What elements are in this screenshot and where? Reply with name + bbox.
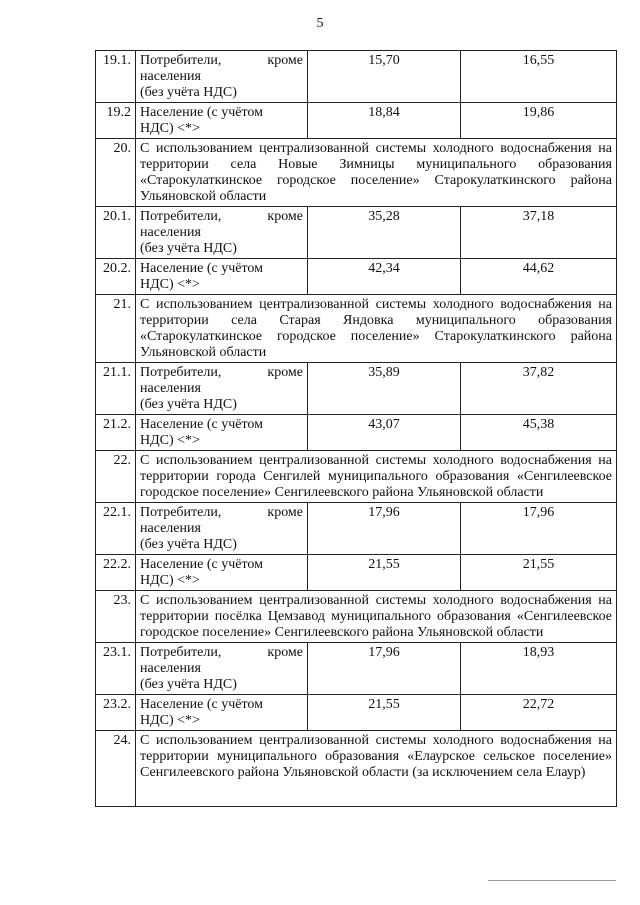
tariff-value-period-2: 17,96 bbox=[461, 503, 617, 555]
tariff-row bbox=[96, 415, 617, 451]
section-description: С использованием централизованной системы холодного водоснабжения на территории города Сенгилей муниципального образования «Сенгилеевское городское поселение» Сенгилеевского района Ульяновской области bbox=[136, 451, 617, 503]
section-row bbox=[96, 591, 617, 643]
tariff-value-period-1: 15,70 bbox=[308, 51, 461, 103]
tariff-row bbox=[96, 207, 617, 259]
section-description: С использованием централизованной системы холодного водоснабжения на территории села Новые Зимницы муниципального образования «Старокулаткинское городское поселение» Старокулаткинского района Ульяновской области bbox=[136, 139, 617, 207]
tariff-row bbox=[96, 555, 617, 591]
row-number: 24. bbox=[96, 731, 136, 807]
row-number: 22.2. bbox=[96, 555, 136, 591]
consumer-text: Население (с учётом НДС) <*> bbox=[140, 557, 263, 588]
row-number: 20. bbox=[96, 139, 136, 207]
row-number: 23. bbox=[96, 591, 136, 643]
tariff-row bbox=[96, 503, 617, 555]
page-number: 5 bbox=[316, 16, 324, 31]
consumer-word-1: Потребители, bbox=[140, 505, 222, 520]
tariff-row bbox=[96, 695, 617, 731]
tariff-row bbox=[96, 643, 617, 695]
tariff-value-period-1: 43,07 bbox=[308, 415, 461, 451]
consumer-category bbox=[136, 207, 308, 259]
consumer-word-2: кроме bbox=[267, 53, 303, 68]
row-number: 21.2. bbox=[96, 415, 136, 451]
consumer-category bbox=[136, 643, 308, 695]
consumer-category bbox=[136, 259, 308, 295]
section-row bbox=[96, 451, 617, 503]
consumer-category bbox=[136, 363, 308, 415]
tariff-value-period-1: 17,96 bbox=[308, 643, 461, 695]
consumer-word-1: Потребители, bbox=[140, 209, 222, 224]
consumer-word-2: кроме bbox=[267, 365, 303, 380]
consumer-text: населения (без учёта НДС) bbox=[140, 69, 237, 100]
row-number: 22. bbox=[96, 451, 136, 503]
consumer-word-1: Потребители, bbox=[140, 53, 222, 68]
consumer-word-1: Потребители, bbox=[140, 645, 222, 660]
tariff-value-period-2: 37,18 bbox=[461, 207, 617, 259]
tariff-table-body bbox=[96, 51, 617, 807]
row-number: 21. bbox=[96, 295, 136, 363]
consumer-category bbox=[136, 695, 308, 731]
section-description: С использованием централизованной системы холодного водоснабжения на территории муниципального образования «Елаурское сельское поселение» Сенгилеевского района Ульяновской области (за исключением села Елаур) bbox=[136, 731, 617, 807]
tariff-row bbox=[96, 259, 617, 295]
consumer-text: Население (с учётом НДС) <*> bbox=[140, 105, 263, 136]
tariff-value-period-1: 35,28 bbox=[308, 207, 461, 259]
consumer-word-2: кроме bbox=[267, 645, 303, 660]
row-number: 23.1. bbox=[96, 643, 136, 695]
tariff-value-period-2: 16,55 bbox=[461, 51, 617, 103]
consumer-word-2: кроме bbox=[267, 505, 303, 520]
tariff-value-period-2: 22,72 bbox=[461, 695, 617, 731]
consumer-text: населения (без учёта НДС) bbox=[140, 521, 237, 552]
row-number: 21.1. bbox=[96, 363, 136, 415]
consumer-category bbox=[136, 51, 308, 103]
consumer-category bbox=[136, 503, 308, 555]
tariff-value-period-2: 44,62 bbox=[461, 259, 617, 295]
tariff-value-period-2: 19,86 bbox=[461, 103, 617, 139]
tariff-row bbox=[96, 363, 617, 415]
tariff-value-period-1: 42,34 bbox=[308, 259, 461, 295]
tariff-value-period-1: 18,84 bbox=[308, 103, 461, 139]
section-row bbox=[96, 139, 617, 207]
tariff-value-period-2: 37,82 bbox=[461, 363, 617, 415]
tariff-value-period-2: 18,93 bbox=[461, 643, 617, 695]
consumer-text: населения (без учёта НДС) bbox=[140, 661, 237, 692]
row-number: 20.2. bbox=[96, 259, 136, 295]
consumer-category bbox=[136, 415, 308, 451]
consumer-category bbox=[136, 555, 308, 591]
consumer-text: населения (без учёта НДС) bbox=[140, 381, 237, 412]
section-description: С использованием централизованной системы холодного водоснабжения на территории села Старая Яндовка муниципального образования «Старокулаткинское городское поселение» Старокулаткинского района Ульяновской области bbox=[136, 295, 617, 363]
row-number: 19.1. bbox=[96, 51, 136, 103]
section-description: С использованием централизованной системы холодного водоснабжения на территории посёлка Цемзавод муниципального образования «Сенгилеевское городское поселение» Сенгилеевского района Ульяновской области bbox=[136, 591, 617, 643]
tariff-value-period-2: 21,55 bbox=[461, 555, 617, 591]
consumer-text: Население (с учётом НДС) <*> bbox=[140, 261, 263, 292]
consumer-category bbox=[136, 103, 308, 139]
consumer-text: Население (с учётом НДС) <*> bbox=[140, 697, 263, 728]
tariff-value-period-1: 35,89 bbox=[308, 363, 461, 415]
tariff-row bbox=[96, 51, 617, 103]
consumer-text: населения (без учёта НДС) bbox=[140, 225, 237, 256]
consumer-word-2: кроме bbox=[267, 209, 303, 224]
row-number: 19.2 bbox=[96, 103, 136, 139]
tariff-value-period-1: 21,55 bbox=[308, 555, 461, 591]
tariff-table bbox=[95, 50, 617, 807]
consumer-text: Население (с учётом НДС) <*> bbox=[140, 417, 263, 448]
row-number: 23.2. bbox=[96, 695, 136, 731]
tariff-row bbox=[96, 103, 617, 139]
row-number: 20.1. bbox=[96, 207, 136, 259]
consumer-word-1: Потребители, bbox=[140, 365, 222, 380]
tariff-value-period-1: 17,96 bbox=[308, 503, 461, 555]
tariff-value-period-1: 21,55 bbox=[308, 695, 461, 731]
section-row bbox=[96, 295, 617, 363]
tariff-value-period-2: 45,38 bbox=[461, 415, 617, 451]
section-row bbox=[96, 731, 617, 807]
row-number: 22.1. bbox=[96, 503, 136, 555]
footer-rule bbox=[488, 880, 616, 881]
